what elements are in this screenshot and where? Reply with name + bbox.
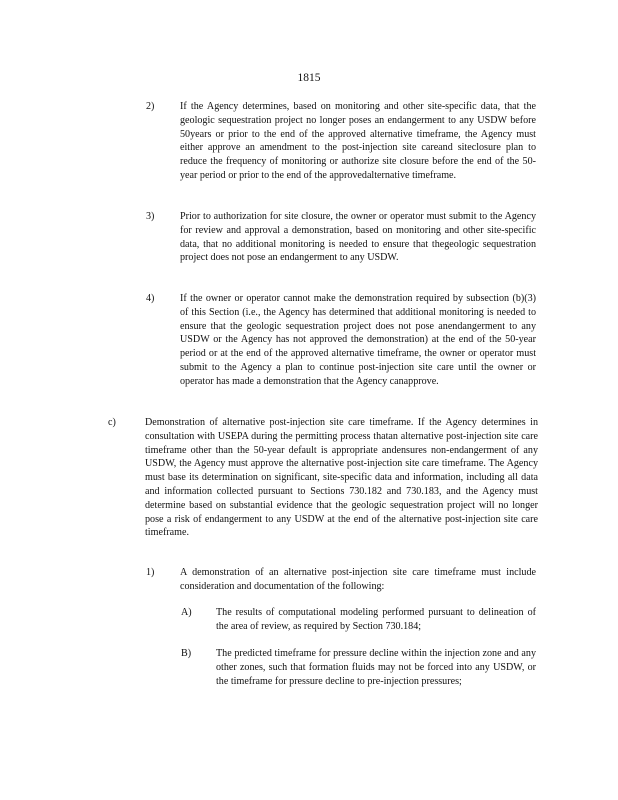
item-text-4: If the owner or operator cannot make the demonstration required by subsection (b)(3) of this Section (i.e., the Agency has determined that additional monitoring is needed to ensure that the geologic sequestration project does not pose anendangerment to any USDW or the Agency has not approved the demonstration) at the end of the 50-year period or at the end of the approved alternative timeframe, the owner or operator must submit to the Agency a plan to continue post-injection site care until the owner or operator has made a demonstration that the Agency canapprove.	[180, 293, 536, 387]
item-marker-c: c)	[108, 417, 116, 428]
item-marker-1: 1)	[146, 567, 155, 578]
item-text-B: The predicted timeframe for pressure decline within the injection zone and any other zones, such that formation fluids may not be forced into any USDW, or the timeframe for pressure decline to pre-injection pressures;	[216, 648, 536, 687]
item-marker-3: 3)	[146, 211, 155, 222]
item-marker-2: 2)	[146, 101, 155, 112]
item-marker-B: B)	[181, 648, 192, 659]
item-marker-4: 4)	[146, 293, 155, 304]
item-text-2: If the Agency determines, based on monitoring and other site-specific data, that the geologic sequestration project no longer poses an endangerment to any USDW before 50years or prior to the end of the approved alternative timeframe, the Agency must either approve an amendment to the post-injection site careand siteclosure plan to reduce the frequency of monitoring or authorize site closure before the end of the 50-year period or prior to the end of the approvedalternative timeframe.	[180, 101, 536, 181]
item-text-1: A demonstration of an alternative post-injection site care timeframe must include consideration and documentation of the following:	[180, 567, 536, 592]
item-marker-A: A)	[181, 607, 192, 618]
item-text-A: The results of computational modeling performed pursuant to delineation of the area of review, as required by Section 730.184;	[216, 607, 536, 632]
item-text-3: Prior to authorization for site closure, the owner or operator must submit to the Agency for review and approval a demonstration, based on monitoring and other site-specific data, that no additional monitoring is needed to ensure that thegeologic sequestration project does not pose an endangerment to any USDW.	[180, 211, 536, 264]
item-text-c: Demonstration of alternative post-injection site care timeframe. If the Agency determines in consultation with USEPA during the permitting process thatan alternative post-injection site care timeframe other than the 50-year default is appropriate andensures non-endangerment of any USDW, the Agency must approve the alternative post-injection site care timeframe. The Agency must base its determination on significant, site-specific data and information, including all data and information collected pursuant to Sections 730.182 and 730.183, and the Agency must determine based on substantial evidence that the geologic sequestration project will no longer pose a risk of endangerment to any USDW at the end of the alternative post-injection site care timeframe.	[145, 417, 538, 539]
page-number: 1815	[297, 72, 321, 84]
